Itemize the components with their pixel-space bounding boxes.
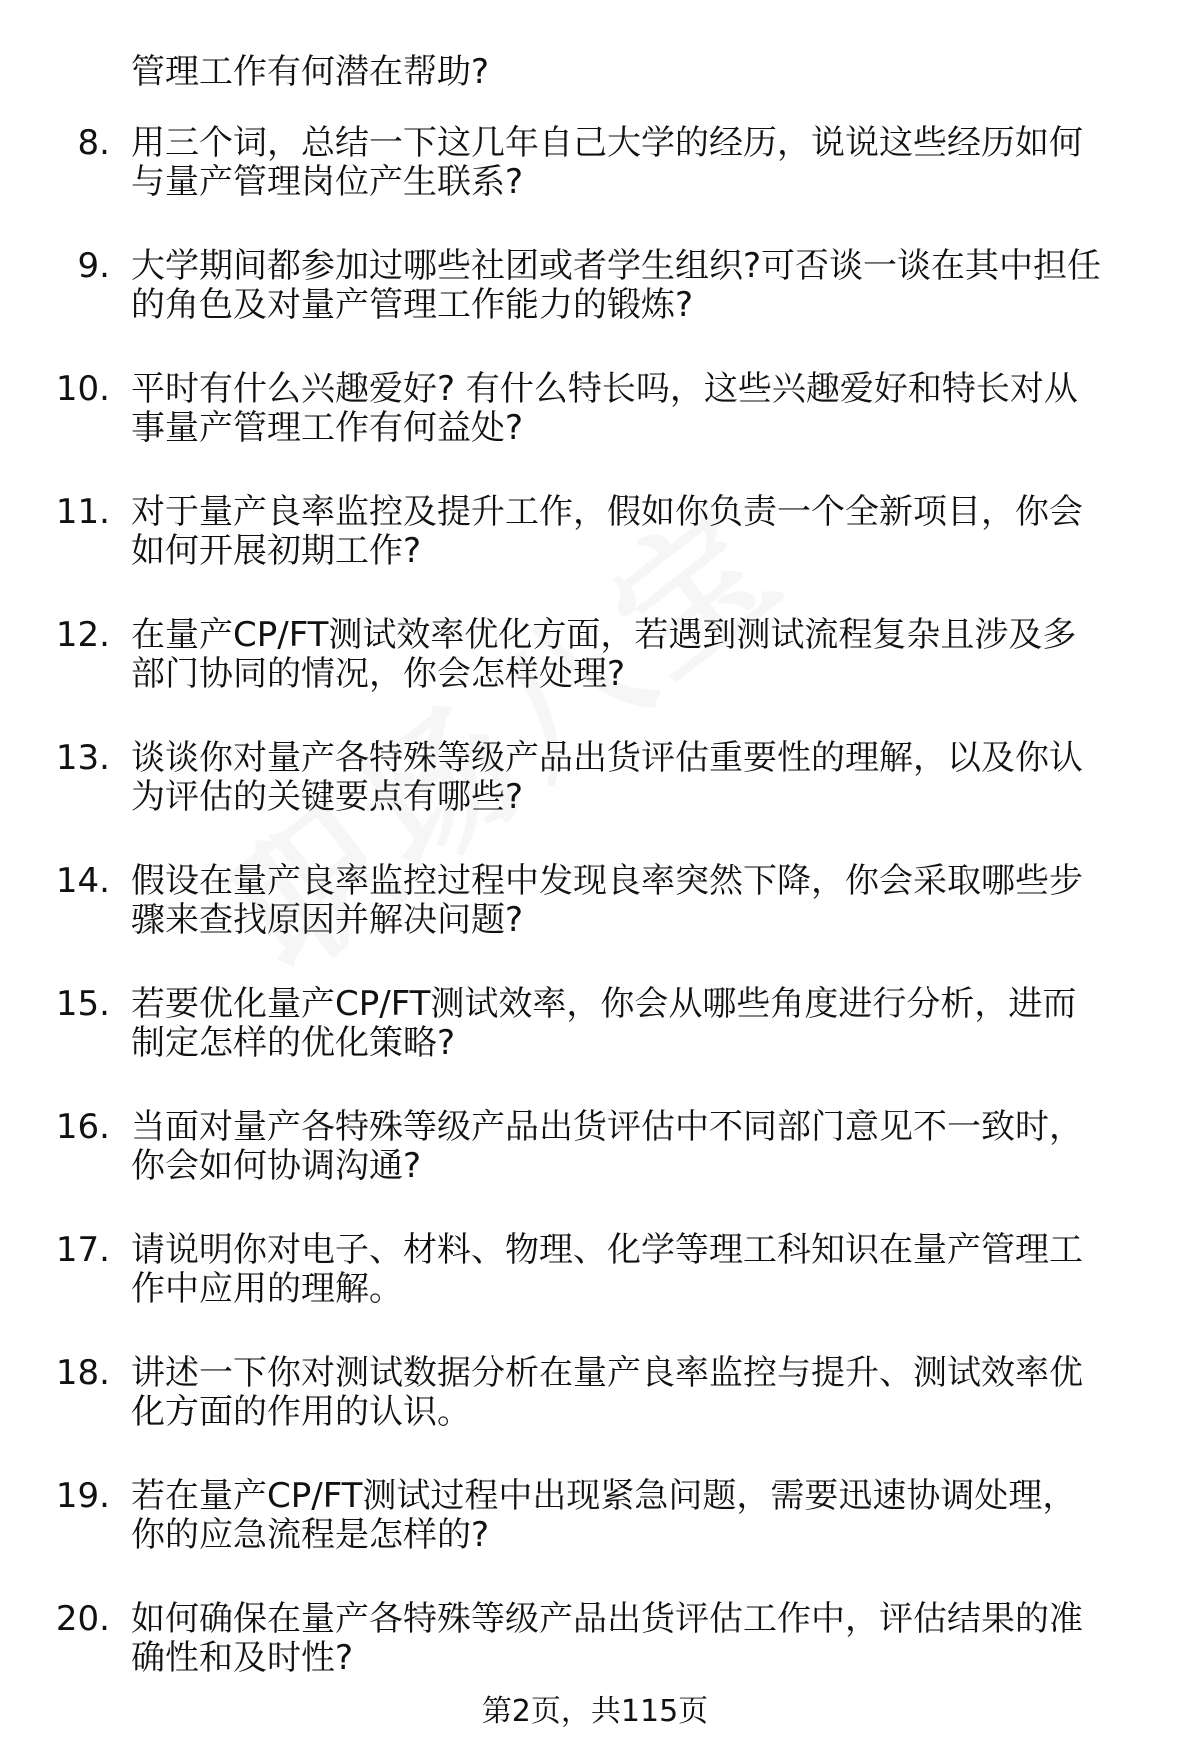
question-number: 8. — [77, 123, 110, 163]
question-text-line2: 你会如何协调沟通? — [131, 1146, 422, 1186]
page-footer: 第2页，共115页 — [481, 1694, 709, 1729]
question-number: 14. — [55, 861, 110, 901]
question-number: 15. — [55, 984, 110, 1024]
question-text-line1: 请说明你对电子、材料、物理、化学等理工科知识在量产管理工 — [131, 1230, 1083, 1270]
question-item — [0, 616, 1190, 694]
question-text-line1: 用三个词，总结一下这几年自己大学的经历，说说这些经历如何 — [131, 123, 1083, 163]
question-text-line2: 你的应急流程是怎样的? — [131, 1515, 490, 1555]
question-text-line1: 如何确保在量产各特殊等级产品出货评估工作中，评估结果的准 — [131, 1599, 1083, 1639]
question-item — [0, 370, 1190, 448]
question-number: 9. — [77, 246, 110, 286]
question-text-line1: 若在量产CP/FT测试过程中出现紧急问题，需要迅速协调处理， — [131, 1476, 1077, 1516]
question-item — [0, 862, 1190, 940]
question-item — [0, 1108, 1190, 1186]
question-text-line2: 部门协同的情况，你会怎样处理? — [131, 654, 626, 694]
question-number: 17. — [55, 1230, 110, 1270]
question-text-line1: 平时有什么兴趣爱好? 有什么特长吗，这些兴趣爱好和特长对从 — [131, 369, 1078, 409]
question-item — [0, 1600, 1190, 1678]
question-text-line1: 大学期间都参加过哪些社团或者学生组织?可否谈一谈在其中担任 — [131, 246, 1102, 286]
question-item — [0, 1231, 1190, 1309]
question-text-line1: 若要优化量产CP/FT测试效率，你会从哪些角度进行分析，进而 — [131, 984, 1077, 1024]
question-text-line1: 对于量产良率监控及提升工作，假如你负责一个全新项目，你会 — [131, 492, 1083, 532]
question-number: 12. — [55, 615, 110, 655]
question-item — [0, 124, 1190, 202]
question-item — [0, 1477, 1190, 1555]
continuation-line: 管理工作有何潜在帮助? — [131, 52, 490, 92]
question-text-line2: 制定怎样的优化策略? — [131, 1023, 456, 1063]
question-item — [0, 739, 1190, 817]
question-text-line2: 如何开展初期工作? — [131, 531, 422, 571]
question-number: 19. — [55, 1476, 110, 1516]
question-list — [0, 124, 1190, 1723]
question-number: 18. — [55, 1353, 110, 1393]
question-item — [0, 985, 1190, 1063]
question-text-line2: 确性和及时性? — [131, 1638, 354, 1678]
question-number: 20. — [55, 1599, 110, 1639]
question-number: 13. — [55, 738, 110, 778]
question-text-line1: 讲述一下你对测试数据分析在量产良率监控与提升、测试效率优 — [131, 1353, 1083, 1393]
question-text-line2: 与量产管理岗位产生联系? — [131, 162, 524, 202]
question-text-line2: 事量产管理工作有何益处? — [131, 408, 524, 448]
question-number: 10. — [55, 369, 110, 409]
question-item — [0, 493, 1190, 571]
question-number: 11. — [55, 492, 110, 532]
question-text-line1: 当面对量产各特殊等级产品出货评估中不同部门意见不一致时， — [131, 1107, 1083, 1147]
question-text-line1: 在量产CP/FT测试效率优化方面，若遇到测试流程复杂且涉及多 — [131, 615, 1077, 655]
question-text-line2: 化方面的作用的认识。 — [131, 1392, 471, 1432]
question-text-line2: 骤来查找原因并解决问题? — [131, 900, 524, 940]
question-text-line1: 谈谈你对量产各特殊等级产品出货评估重要性的理解，以及你认 — [131, 738, 1083, 778]
question-text-line2: 作中应用的理解。 — [131, 1269, 403, 1309]
question-number: 16. — [55, 1107, 110, 1147]
question-item — [0, 247, 1190, 325]
question-text-line1: 假设在量产良率监控过程中发现良率突然下降，你会采取哪些步 — [131, 861, 1083, 901]
question-text-line2: 的角色及对量产管理工作能力的锻炼? — [131, 285, 694, 325]
question-item — [0, 1354, 1190, 1432]
question-text-line2: 为评估的关键要点有哪些? — [131, 777, 524, 817]
